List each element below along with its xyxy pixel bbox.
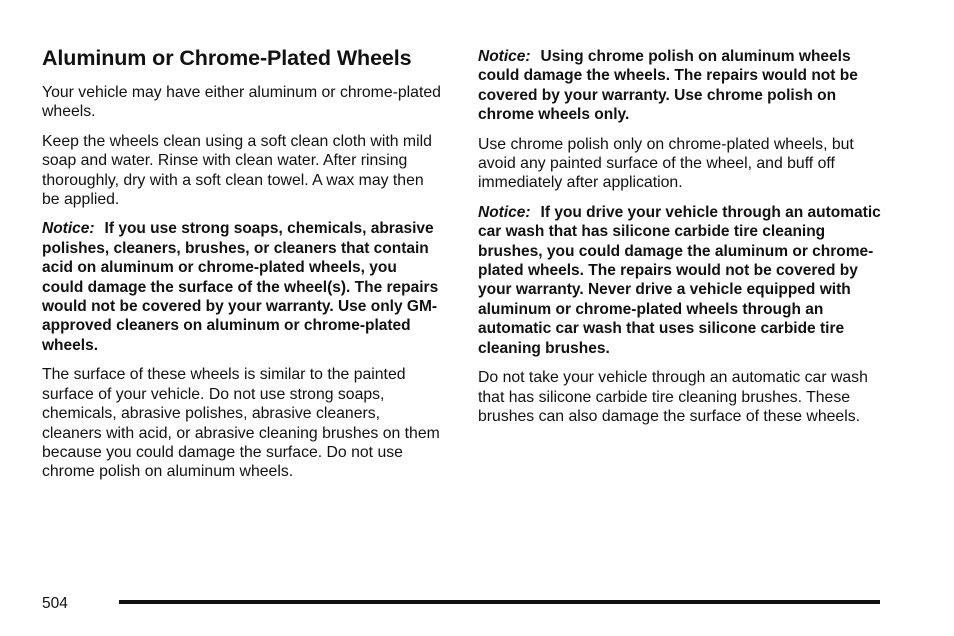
- right-column: [478, 44, 888, 436]
- notice-text: If you use strong soaps, chemicals, abrasive polishes, cleaners, brushes, or cleaners that contain acid on aluminum or chrome-plated wheels, you could damage the surface of the wheel(s). The repairs would not be covered by your warranty. Use only GM-approved cleaners on aluminum or chrome-plated wheels.: [42, 220, 439, 354]
- chrome-polish-paragraph: Use chrome polish only on chrome-plated wheels, but avoid any painted surface of the wheel, and buff off immediately after application.: [478, 135, 854, 192]
- notice-strong-soaps: [42, 219, 442, 355]
- intro-paragraph: Your vehicle may have either aluminum or chrome-plated wheels.: [42, 84, 441, 121]
- notice-chrome-polish: [478, 47, 888, 125]
- cleaning-paragraph: Keep the wheels clean using a soft clean cloth with mild soap and water. Rinse with clean water. After rinsing thoroughly, dry with a soft clean towel. A wax may then be applied.: [42, 132, 432, 209]
- notice-label: Notice:: [478, 203, 531, 221]
- notice-label: Notice:: [478, 48, 531, 65]
- section-heading: Aluminum or Chrome-Plated Wheels: [42, 46, 412, 70]
- notice-car-wash: [478, 203, 888, 358]
- car-wash-paragraph: Do not take your vehicle through an automatic car wash that has silicone carbide tire cleaning brushes. These brushes can also damage the surface of these wheels.: [478, 369, 868, 425]
- notice-label: Notice:: [42, 220, 95, 238]
- surface-paragraph: The surface of these wheels is similar to the painted surface of your vehicle. Do not use strong soaps, chemicals, abrasive polishes, abrasive cleaners, cleaners with acid, or abrasive cleaning brushes on them because you could damage the surface. Do not use chrome polish on aluminum wheels.: [42, 366, 440, 481]
- notice-text: Using chrome polish on aluminum wheels could damage the wheels. The repairs would not be covered by your warranty. Use chrome polish on chrome wheels only.: [478, 48, 858, 124]
- notice-text: If you drive your vehicle through an automatic car wash that has silicone carbide tire cleaning brushes, you could damage the aluminum or chrome-plated wheels. The repairs would not be covered by your warranty. Never drive a vehicle equipped with aluminum or chrome-plated wheels through an automatic car wash that uses silicone carbide tire cleaning brushes.: [478, 203, 881, 357]
- left-column: [42, 44, 442, 492]
- page-number: 504: [42, 595, 68, 612]
- footer-rule: [119, 600, 880, 604]
